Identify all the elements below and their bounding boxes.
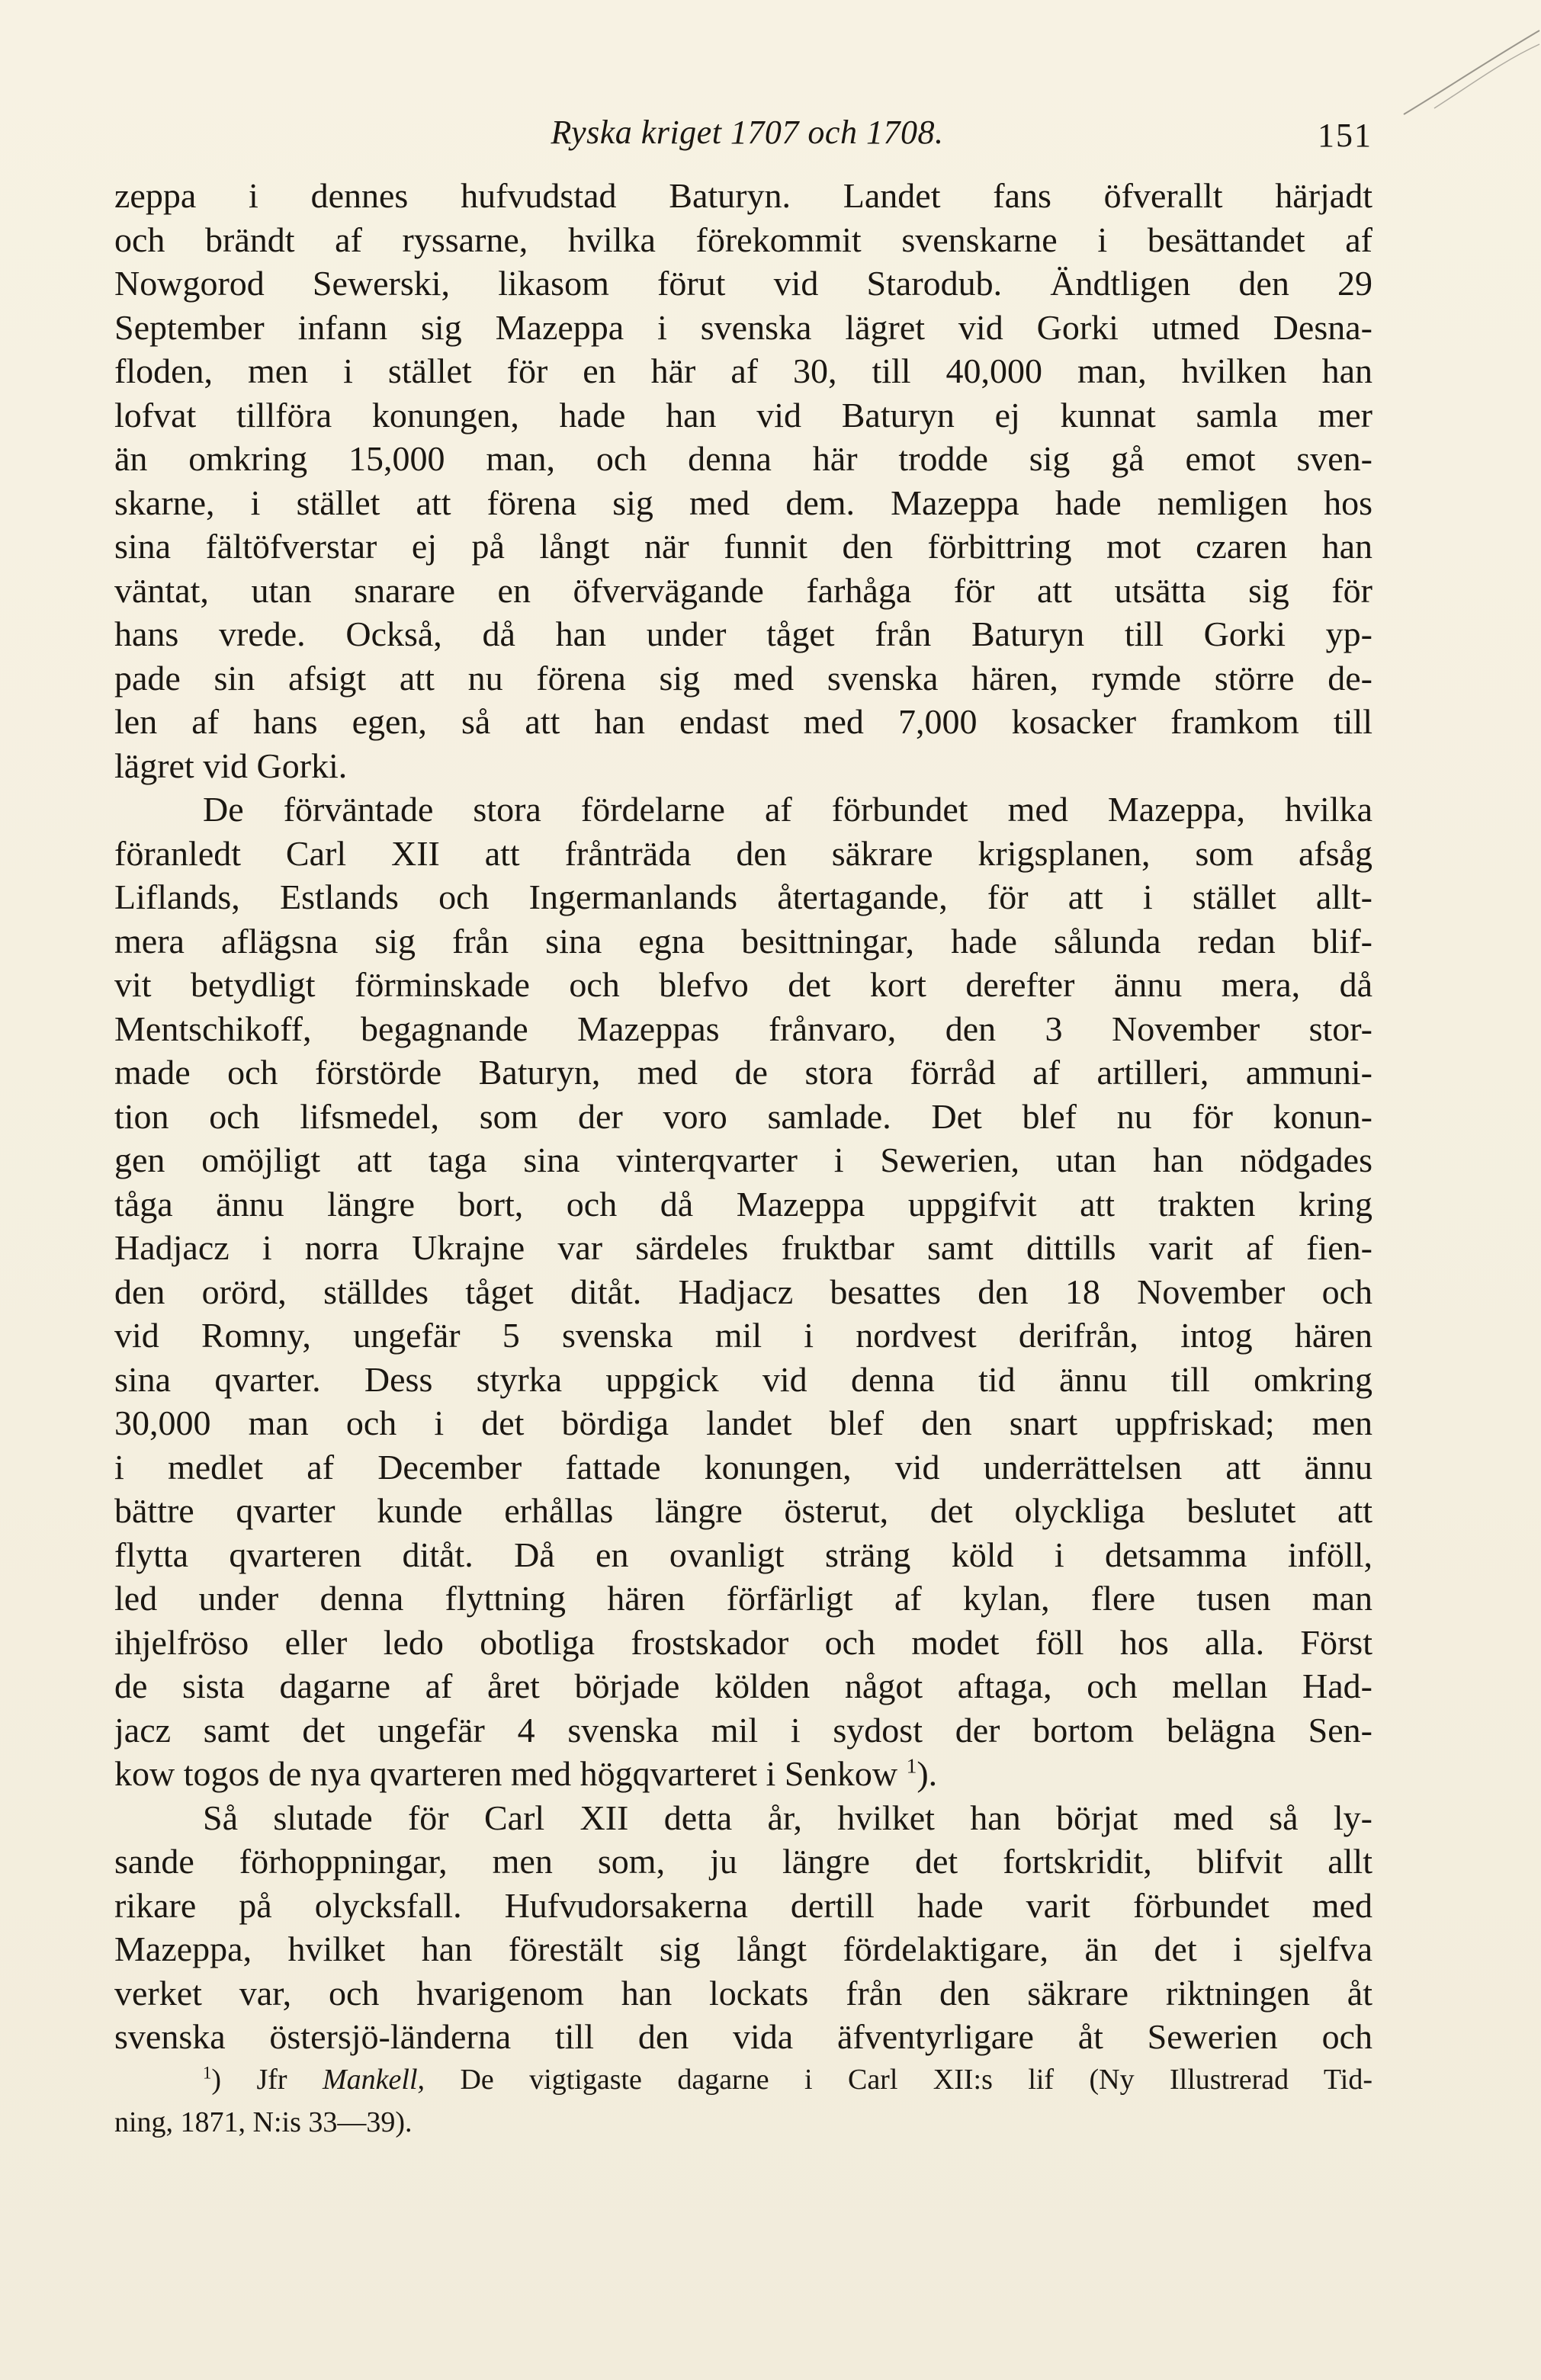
text-line: pade sin afsigt att nu förena sig med svenska hären, rymde större de- bbox=[114, 658, 1372, 698]
text-line: September infann sig Mazeppa i svenska lägret vid Gorki utmed Desna- bbox=[114, 307, 1372, 347]
text-line: zeppa i dennes hufvudstad Baturyn. Landet fans öfverallt härjadt bbox=[114, 176, 1372, 215]
text-line: sina fältöfverstar ej på långt när funnit den förbittring mot czaren han bbox=[114, 527, 1372, 566]
text-line-with-footnote-ref bbox=[114, 1752, 1372, 1796]
body-text bbox=[114, 174, 1372, 2059]
footnote-line: ning, 1871, N:is 33—39). bbox=[114, 2106, 413, 2138]
text-line: flytta qvarteren ditåt. Då en ovanligt sträng köld i detsamma inföll, bbox=[114, 1535, 1372, 1574]
text-line: ihjelfröso eller ledo obotliga frostskador och modet föll hos alla. Först bbox=[114, 1622, 1372, 1662]
running-header bbox=[114, 113, 1372, 159]
text-line: kow togos de nya qvarteren med högqvarteret i Senkow bbox=[114, 1754, 898, 1793]
text-line: Nowgorod Sewerski, likasom förut vid Starodub. Ändtligen den 29 bbox=[114, 264, 1372, 303]
text-line: made och förstörde Baturyn, med de stora förråd af artilleri, ammuni- bbox=[114, 1053, 1372, 1092]
paragraph-start-line: Så slutade för Carl XII detta år, hvilket han börjat med så ly- bbox=[203, 1798, 1372, 1837]
text-line: skarne, i stället att förena sig med dem. Mazeppa hade nemligen hos bbox=[114, 483, 1372, 522]
text-line: vit betydligt förminskade och blefvo det kort derefter ännu mera, då bbox=[114, 965, 1372, 1004]
text-line: föranledt Carl XII att frånträda den säkrare krigsplanen, som afsåg bbox=[114, 833, 1372, 873]
pencil-mark bbox=[1389, 23, 1541, 130]
text-line: svenska östersjö-länderna till den vida äfventyrligare åt Sewerien och bbox=[114, 2017, 1372, 2056]
footnote-ref-marker: 1 bbox=[906, 1753, 917, 1778]
text-line: bättre qvarter kunde erhållas längre österut, det olyckliga beslutet att bbox=[114, 1491, 1372, 1530]
text-line: hans vrede. Också, då han under tåget från Baturyn till Gorki yp- bbox=[114, 614, 1372, 653]
footnote-ref-suffix: ). bbox=[917, 1754, 938, 1793]
page-number: 151 bbox=[1318, 117, 1372, 154]
text-line: verket var, och hvarigenom han lockats från den säkrare riktningen åt bbox=[114, 1973, 1372, 2013]
text-line: vid Romny, ungefär 5 svenska mil i nordvest derifrån, intog hären bbox=[114, 1316, 1372, 1355]
text-line: gen omöjligt att taga sina vinterqvarter i Sewerien, utan han nödgades bbox=[114, 1140, 1372, 1179]
text-line: sande förhoppningar, men som, ju längre det fortskridit, blifvit allt bbox=[114, 1842, 1372, 1881]
text-line: lofvat tillföra konungen, hade han vid Baturyn ej kunnat samla mer bbox=[114, 395, 1372, 435]
text-line: i medlet af December fattade konungen, vid underrättelsen att ännu bbox=[114, 1447, 1372, 1487]
text-line: jacz samt det ungefär 4 svenska mil i sydost der bortom belägna Sen- bbox=[114, 1710, 1372, 1750]
text-line: led under denna flyttning hären förfärligt af kylan, flere tusen man bbox=[114, 1579, 1372, 1618]
header-title: Ryska kriget 1707 och 1708. bbox=[551, 114, 944, 151]
text-line: de sista dagarne af året började kölden något aftaga, och mellan Had- bbox=[114, 1666, 1372, 1705]
text-line: väntat, utan snarare en öfvervägande farhåga för att utsätta sig för bbox=[114, 570, 1372, 610]
text-line: rikare på olycksfall. Hufvudorsakerna dertill hade varit förbundet med bbox=[114, 1885, 1372, 1925]
text-line: Mazeppa, hvilket han förestält sig långt fördelaktigare, än det i sjelfva bbox=[114, 1929, 1372, 1968]
text-line: och brändt af ryssarne, hvilka förekommit svenskarne i besättandet af bbox=[114, 220, 1372, 259]
text-line: den orörd, ställdes tåget ditåt. Hadjacz besattes den 18 November och bbox=[114, 1272, 1372, 1311]
text-line: Liflands, Estlands och Ingermanlands återtagande, för att i stället allt- bbox=[114, 877, 1372, 916]
paragraph-start-line: De förväntade stora fördelarne af förbundet med Mazeppa, hvilka bbox=[203, 790, 1372, 829]
text-line: sina qvarter. Dess styrka uppgick vid denna tid ännu till omkring bbox=[114, 1359, 1372, 1399]
text-line: Mentschikoff, begagnande Mazeppas frånvaro, den 3 November stor- bbox=[114, 1009, 1372, 1048]
footnote-marker-suffix: ) Jfr bbox=[211, 2064, 287, 2096]
footnote-line bbox=[114, 2058, 1372, 2101]
footnote-text: De vigtigaste dagarne i Carl XII:s lif (Ny Illustrerad Tid- bbox=[460, 2064, 1372, 2096]
text-line: tåga ännu längre bort, och då Mazeppa uppgifvit att trakten kring bbox=[114, 1184, 1372, 1224]
text-line: mera aflägsna sig från sina egna besittningar, hade sålunda redan blif- bbox=[114, 921, 1372, 961]
text-line: 30,000 man och i det bördiga landet blef den snart uppfriskad; men bbox=[114, 1403, 1372, 1442]
text-line: tion och lifsmedel, som der voro samlade. Det blef nu för konun- bbox=[114, 1096, 1372, 1136]
text-line: lägret vid Gorki. bbox=[114, 746, 348, 785]
text-line: Hadjacz i norra Ukrajne var särdeles fruktbar samt dittills varit af fien- bbox=[114, 1228, 1372, 1267]
footnote-marker: 1 bbox=[203, 2063, 212, 2083]
text-line: len af hans egen, så att han endast med 7,000 kosacker framkom till bbox=[114, 702, 1372, 741]
footnote-author: Mankell, bbox=[323, 2064, 425, 2096]
text-line: floden, men i stället för en här af 30, till 40,000 man, hvilken han bbox=[114, 351, 1372, 390]
text-line: än omkring 15,000 man, och denna här trodde sig gå emot sven- bbox=[114, 439, 1372, 478]
footnote bbox=[114, 2058, 1372, 2144]
